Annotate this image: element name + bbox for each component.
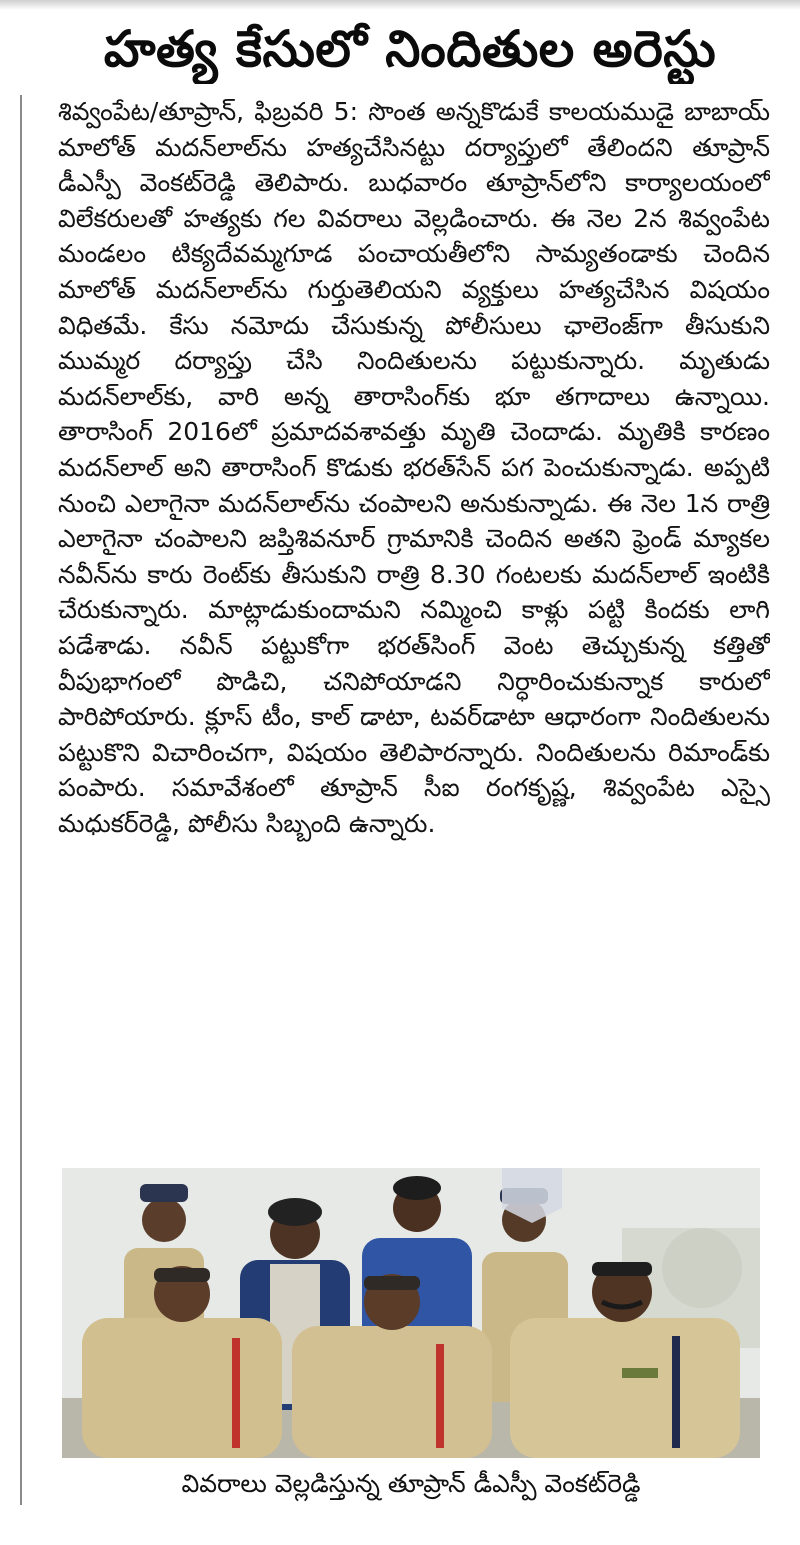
column-rule xyxy=(20,95,22,1505)
article-body: శివ్వంపేట/తూప్రాన్, ఫిబ్రవరి 5: సొంత అన్నకొడుకే కాలయముడై బాబాయ్ మాలోత్ మదన్‌లాల్‌ను హత్యచేసినట్టు దర్యాప్తులో తేలిందని తూప్రాన్ డీఎస్పీ వెంకట్‌రెడ్డి తెలిపారు. బుధవారం తూప్రాన్‌లోని కార్యాలయంలో విలేకరులతో హత్యకు గల వివరాలు వెల్లడించారు. ఈ నెల 2న శివ్వంపేట మండలం టిక్యదేవమ్మగూడ పంచాయతీలోని సామ్యతండాకు చెందిన మాలోత్ మదన్‌లాల్‌ను గుర్తుతెలియని వ్యక్తులు హత్యచేసిన విషయం విధితమే. కేసు నమోదు చేసుకున్న పోలీసులు ఛాలెంజ్‌గా తీసుకుని ముమ్మర దర్యాప్తు చేసి నిందితులను పట్టుకున్నారు. మృతుడు మదన్‌లాల్‌కు, వారి అన్న తారాసింగ్‌కు భూ తగాదాలు ఉన్నాయి. తారాసింగ్ 2016లో ప్రమాదవశావత్తు మృతి చెందాడు. మృతికి కారణం మదన్‌లాల్ అని తారాసింగ్ కొడుకు భరత్‌సేన్ పగ పెంచుకున్నాడు. అప్పటి నుంచి ఎలాగైనా మదన్‌లాల్‌ను చంపాలని అనుకున్నాడు. ఈ నెల 1న రాత్రి ఎలాగైనా చంపాలని జప్తిశివనూర్ గ్రామానికి చెందిన అతని ఫ్రెండ్ మ్యాకల నవీన్‌ను కారు రెంట్‌కు తీసుకుని రాత్రి 8.30 గంటలకు మదన్‌లాల్ ఇంటికి చేరుకున్నారు. మాట్లాడుకుందామని నమ్మించి కాళ్లు పట్టి కిందకు లాగి పడేశాడు. నవీన్ పట్టుకోగా భరత్‌సింగ్ వెంట తెచ్చుకున్న కత్తితో వీపుభాగంలో పొడిచి, చనిపోయాడని నిర్ధారించుకున్నాక కారులో పారిపోయారు. క్లూస్ టీం, కాల్ డాటా, టవర్‌డాటా ఆధారంగా నిందితులను పట్టుకొని విచారించగా, విషయం తెలిపారన్నారు. నిందితులను రిమాండ్‌కు పంపారు. సమావేశంలో తూప్రాన్ సీఐ రంగకృష్ణ, శివ్వంపేట ఎస్సై మధుకర్‌రెడ్డి, పోలీసు సిబ్బంది ఉన్నారు. xyxy=(58,97,770,838)
page-top-strip xyxy=(0,0,800,10)
photo-caption: వివరాలు వెల్లడిస్తున్న తూప్రాన్ డీఎస్పీ వెంకట్‌రెడ్డి xyxy=(181,1469,641,1498)
police-group-photo xyxy=(62,1168,760,1458)
article-headline: హత్య కేసులో నిందితుల అరెస్టు xyxy=(103,20,717,78)
news-photo xyxy=(62,1168,760,1458)
